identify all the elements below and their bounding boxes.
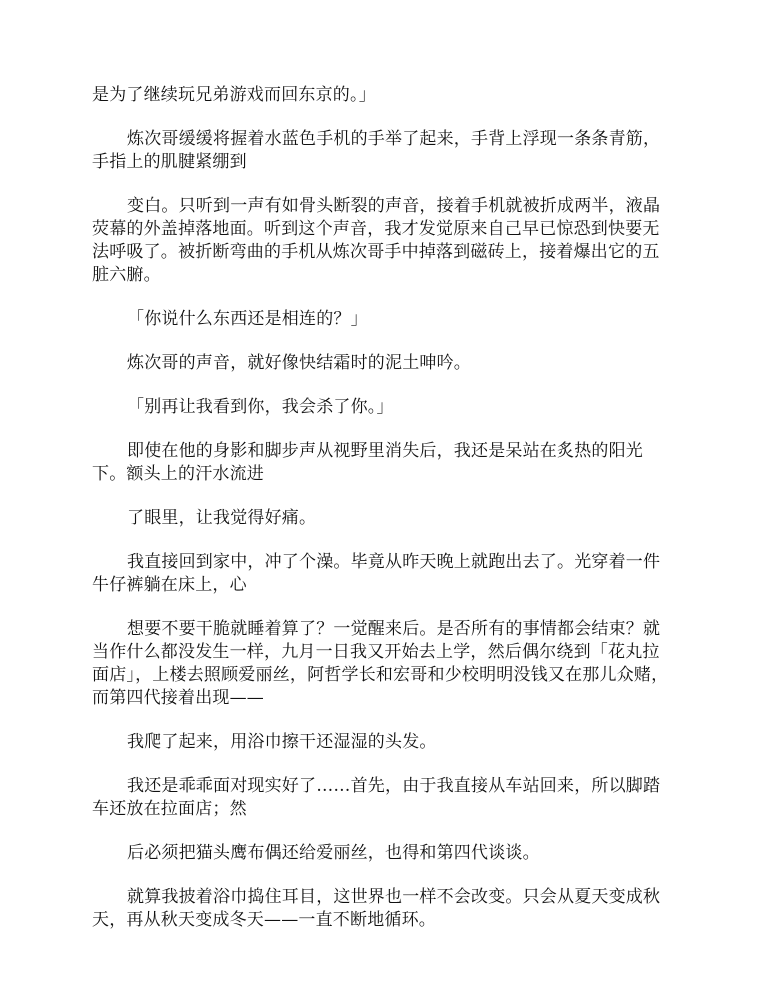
paragraph-9: 我直接回到家中，冲了个澡。毕竟从昨天晚上就跑出去了。光穿着一件牛仔裤躺在床上，心 bbox=[92, 552, 661, 595]
paragraph-5: 炼次哥的声音，就好像快结霜时的泥土呻吟。 bbox=[127, 353, 471, 373]
paragraph-12: 我还是乖乖面对现实好了……首先，由于我直接从车站回来，所以脚踏车还放在拉面店；然 bbox=[92, 776, 661, 819]
paragraph-4: 「你说什么东西还是相连的？」 bbox=[127, 309, 368, 329]
paragraph-10: 想要不要干脆就睡着算了？一觉醒来后。是否所有的事情都会结束？就当作什么都没发生一样，九月一日我又开始去上学，然后偶尔绕到「花丸拉面店」，上楼去照顾爱丽丝，阿哲学长和宏哥和少校明明没钱又在那儿众赌，而第四代接着出现—— bbox=[92, 619, 669, 708]
paragraph-11: 我爬了起来，用浴巾擦干还湿湿的头发。 bbox=[127, 732, 437, 752]
body-text bbox=[92, 84, 674, 953]
paragraph-2: 炼次哥缓缓将握着水蓝色手机的手举了起来，手背上浮现一条条青筋，手指上的肌腱紧绷到 bbox=[92, 129, 661, 172]
paragraph-8: 了眼里，让我觉得好痛。 bbox=[127, 508, 317, 528]
paragraph-1: 是为了继续玩兄弟游戏而回东京的。」 bbox=[92, 85, 376, 105]
paragraph-6: 「别再让我看到你，我会杀了你。」 bbox=[127, 397, 394, 417]
paragraph-7: 即使在他的身影和脚步声从视野里消失后，我还是呆站在炙热的阳光下。额头上的汗水流进 bbox=[92, 441, 643, 484]
paragraph-14: 就算我披着浴巾捣住耳目，这世界也一样不会改变。只会从夏天变成秋天，再从秋天变成冬天——一直不断地循环。 bbox=[92, 887, 661, 930]
paragraph-13: 后必须把猫头鹰布偶还给爱丽丝，也得和第四代谈谈。 bbox=[127, 843, 540, 863]
paragraph-3: 变白。只听到一声有如骨头断裂的声音，接着手机就被折成两半，液晶荧幕的外盖掉落地面。听到这个声音，我才发觉原来自己早已惊恐到快要无法呼吸了。被折断弯曲的手机从炼次哥手中掉落到磁砖上，接着爆出它的五脏六腑。 bbox=[92, 196, 661, 285]
